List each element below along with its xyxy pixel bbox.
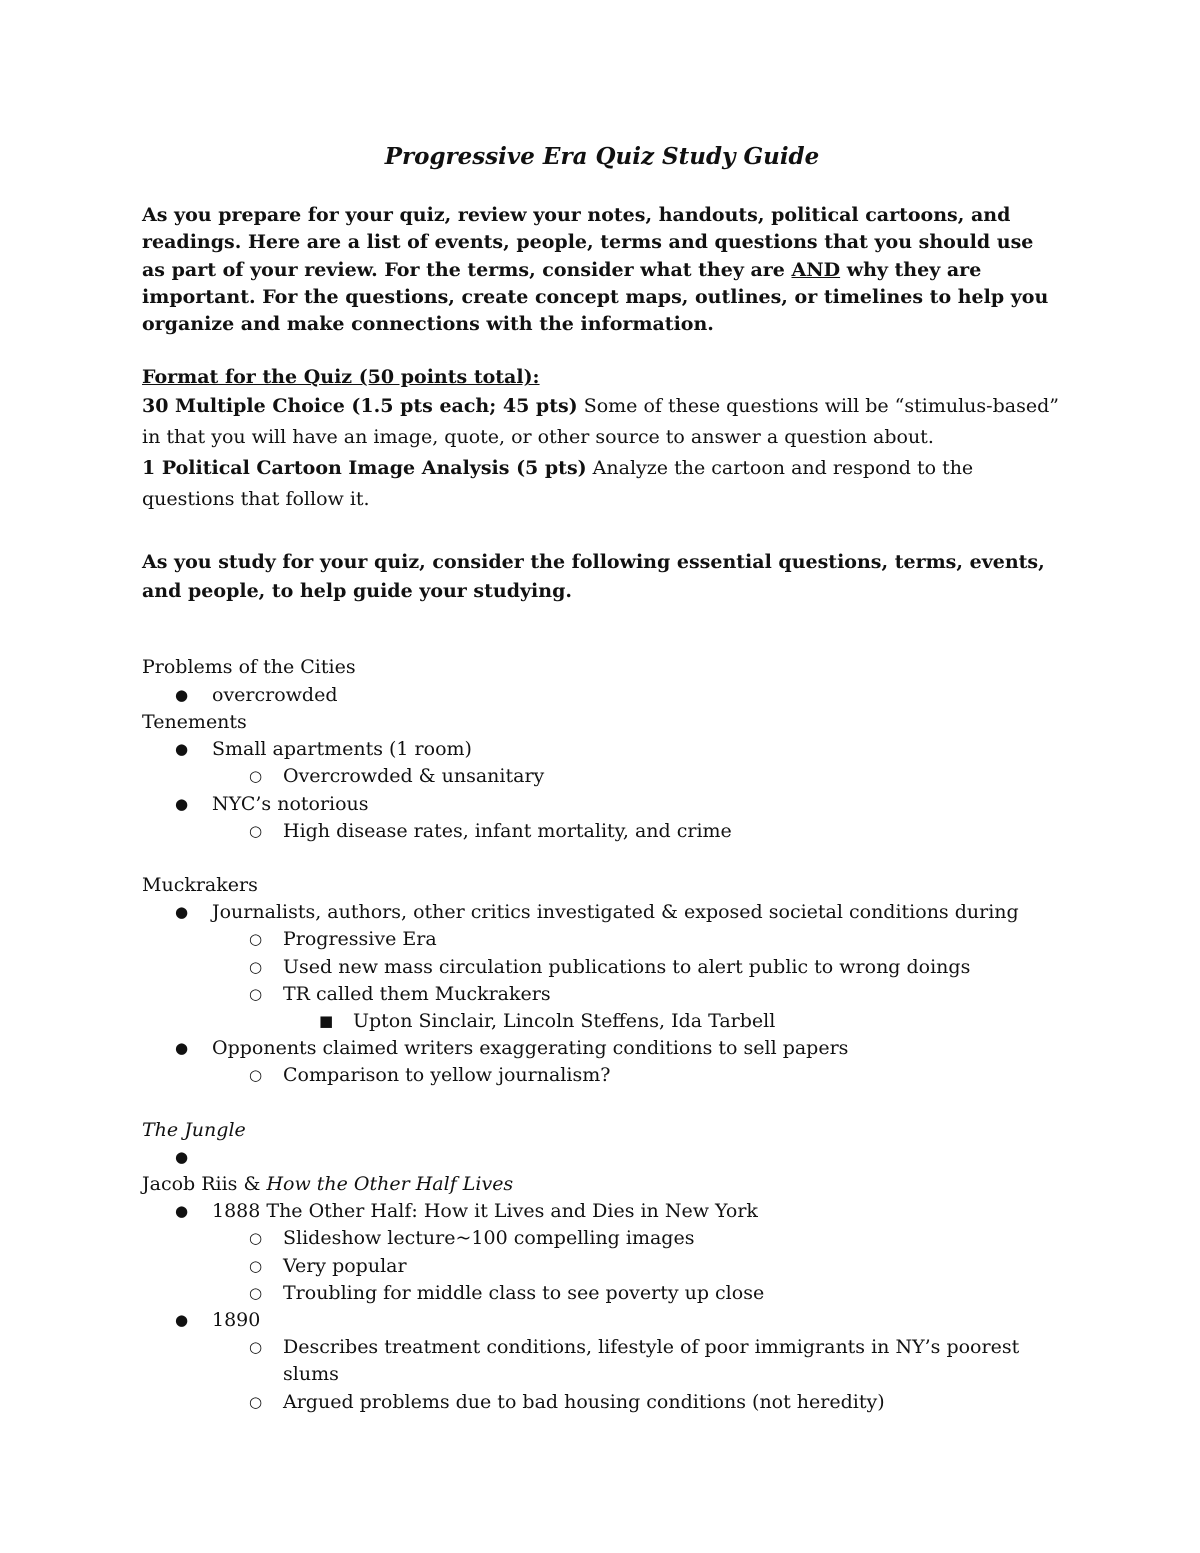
muckrakers-list	[142, 899, 1062, 1089]
bullet-icon: ●	[175, 1147, 189, 1166]
item-text: Describes treatment conditions, lifestyle of poor immigrants in NY’s poorest slums	[283, 1336, 1020, 1386]
circle-bullet-icon: ○	[249, 957, 263, 976]
circle-bullet-icon: ○	[249, 1256, 263, 1275]
list-item	[142, 818, 1062, 845]
list-item	[142, 763, 1062, 790]
mc-description: Some of these questions will be “stimulus-based” in that you will have an image, quote, or other source to answer a question about.	[142, 395, 1059, 449]
intro-text-start: As you prepare for your quiz, review your notes, handouts, political cartoons, and readings. Here are a list of events, people, terms and questions that you should use as part of your review. For the terms, consider what they are	[142, 204, 1034, 281]
list-item	[142, 899, 1062, 926]
circle-bullet-icon: ○	[249, 1338, 263, 1357]
circle-bullet-icon: ○	[249, 1066, 263, 1085]
problems-list	[142, 682, 1062, 709]
riis-list	[142, 1198, 1062, 1416]
list-item	[142, 926, 1062, 953]
format-heading: Format for the Quiz (50 points total):	[142, 366, 540, 389]
format-cartoon	[142, 453, 1062, 515]
list-item	[142, 1008, 1062, 1035]
item-text: 1890	[212, 1308, 261, 1331]
riis-name: Jacob Riis &	[142, 1172, 267, 1195]
intro-and-emphasis: AND	[791, 258, 841, 281]
riis-book-title: How the Other Half Lives	[266, 1172, 514, 1195]
jungle-list	[142, 1144, 1062, 1171]
list-item	[142, 1225, 1062, 1252]
consider-paragraph: As you study for your quiz, consider the following essential questions, terms, events, and people, to help guide your studying.	[142, 551, 1045, 603]
bullet-icon: ●	[175, 685, 189, 704]
item-text: Progressive Era	[283, 928, 437, 951]
list-item	[142, 682, 1062, 709]
circle-bullet-icon: ○	[249, 1392, 263, 1411]
item-text: TR called them Muckrakers	[283, 982, 551, 1005]
item-text: Journalists, authors, other critics investigated & exposed societal conditions during	[212, 901, 1019, 924]
circle-bullet-icon: ○	[249, 930, 263, 949]
item-text: Used new mass circulation publications to alert public to wrong doings	[283, 955, 971, 978]
circle-bullet-icon: ○	[249, 767, 263, 786]
study-outline	[142, 654, 1062, 1415]
item-text: overcrowded	[212, 683, 338, 706]
bullet-icon: ●	[175, 1202, 189, 1221]
document-page	[142, 140, 1062, 1416]
circle-bullet-icon: ○	[249, 984, 263, 1003]
item-text: 1888 The Other Half: How it Lives and Dies in New York	[212, 1200, 758, 1223]
item-text: Very popular	[283, 1254, 407, 1277]
intro-paragraph	[142, 202, 1062, 338]
intro-text-end: why they are important. For the questions, create concept maps, outlines, or timelines to help you organize and make connections with the information.	[142, 258, 1049, 336]
item-text: Troubling for middle class to see poverty up close	[283, 1281, 765, 1304]
circle-bullet-icon: ○	[249, 1283, 263, 1302]
bullet-icon: ●	[175, 1310, 189, 1329]
bullet-icon: ●	[175, 740, 189, 759]
list-item	[142, 1307, 1062, 1334]
circle-bullet-icon: ○	[249, 821, 263, 840]
section-heading-muckrakers: Muckrakers	[142, 873, 258, 896]
section-heading-riis	[142, 1171, 1062, 1198]
list-item	[142, 1253, 1062, 1280]
list-item	[142, 1389, 1062, 1416]
item-text: Overcrowded & unsanitary	[283, 765, 545, 788]
jungle-title: The Jungle	[142, 1118, 246, 1141]
square-bullet-icon: ■	[319, 1011, 334, 1030]
tenements-list	[142, 736, 1062, 845]
item-text: Opponents claimed writers exaggerating conditions to sell papers	[212, 1037, 849, 1060]
list-item	[142, 981, 1062, 1008]
list-item	[142, 1198, 1062, 1225]
item-text: NYC’s notorious	[212, 792, 369, 815]
format-multiple-choice	[142, 391, 1062, 453]
item-text: Small apartments (1 room)	[212, 738, 472, 761]
page-title: Progressive Era Quiz Study Guide	[384, 143, 820, 170]
list-item	[142, 1035, 1062, 1062]
list-item	[142, 1334, 1062, 1388]
item-text: Upton Sinclair, Lincoln Steffens, Ida Tarbell	[353, 1009, 776, 1032]
item-text: Slideshow lecture~100 compelling images	[283, 1227, 695, 1250]
list-item	[142, 736, 1062, 763]
bullet-icon: ●	[175, 903, 189, 922]
list-item	[142, 791, 1062, 818]
list-item	[142, 1280, 1062, 1307]
section-heading-problems: Problems of the Cities	[142, 656, 356, 679]
item-text: Argued problems due to bad housing conditions (not heredity)	[283, 1390, 885, 1413]
item-text: High disease rates, infant mortality, and crime	[283, 819, 732, 842]
mc-label: 30 Multiple Choice (1.5 pts each; 45 pts)	[142, 395, 578, 418]
list-item	[142, 954, 1062, 981]
circle-bullet-icon: ○	[249, 1229, 263, 1248]
list-item	[142, 1062, 1062, 1089]
bullet-icon: ●	[175, 1039, 189, 1058]
section-heading-jungle	[142, 1117, 1062, 1144]
section-heading-tenements: Tenements	[142, 710, 247, 733]
item-text: Comparison to yellow journalism?	[283, 1064, 611, 1087]
list-item-empty	[142, 1144, 1062, 1171]
cartoon-description: Analyze the cartoon and respond to the questions that follow it.	[142, 457, 974, 511]
cartoon-label: 1 Political Cartoon Image Analysis (5 pts)	[142, 457, 587, 480]
bullet-icon: ●	[175, 794, 189, 813]
